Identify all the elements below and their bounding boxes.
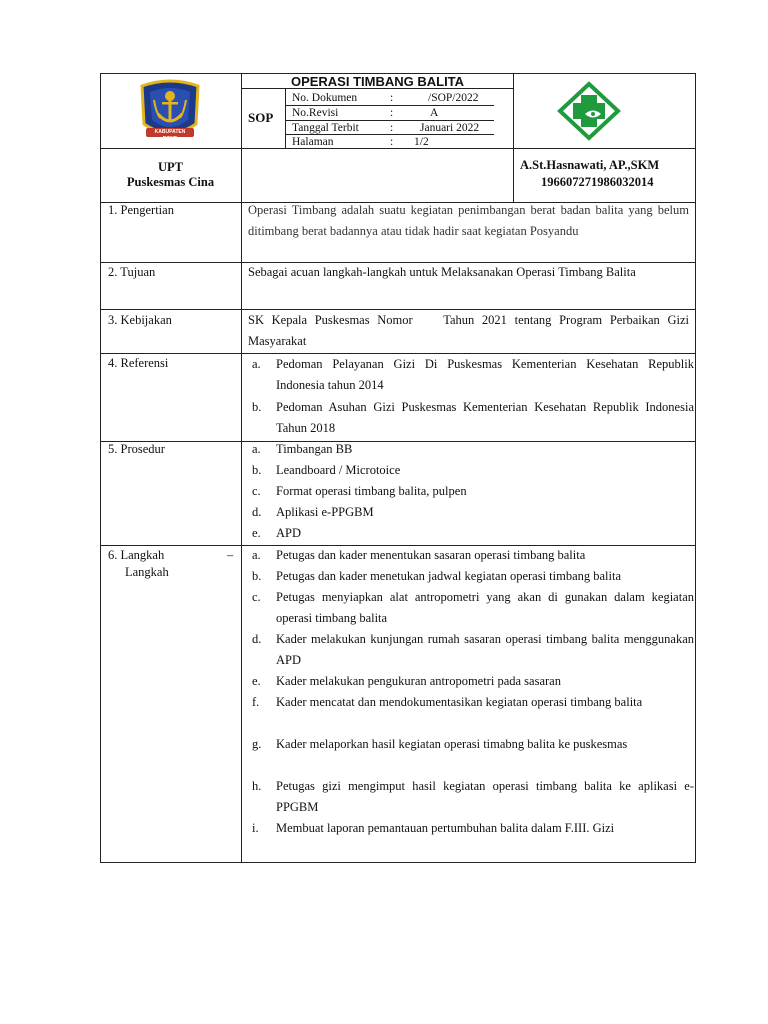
list-marker: f. (252, 695, 260, 709)
list-marker: h. (252, 779, 262, 793)
list-item-text: APD (276, 526, 302, 540)
list-item (252, 439, 694, 460)
doc-field-value: A (430, 107, 439, 119)
list-marker: c. (252, 590, 261, 604)
list-item-text: Membuat laporan pemantauan pertumbuhan balita dalam F.III. Gizi (276, 821, 615, 835)
signer-nip: 196607271986032014 (541, 175, 654, 189)
list-item (252, 692, 694, 713)
list-marker: d. (252, 505, 262, 519)
section-text-kebijakan: SK Kepala Puskesmas Nomor Tahun 2021 tentang Program Perbaikan Gizi Masyarakat (248, 313, 693, 348)
doc-field-label: Tanggal Terbit (292, 122, 359, 134)
regency-logo (136, 78, 204, 144)
list-marker: a. (252, 442, 261, 456)
list-item (252, 587, 694, 629)
doc-field-value: /SOP/2022 (428, 92, 479, 104)
list-marker: c. (252, 484, 261, 498)
list-item-text: Petugas dan kader menetukan jadwal kegiatan operasi timbang balita (276, 569, 622, 583)
list-item (252, 566, 694, 587)
section-label-pengertian: 1. Pengertian (108, 203, 174, 217)
list-item (252, 502, 694, 523)
list-item-text: Pedoman Pelayanan Gizi Di Puskesmas Kementerian Kesehatan Republik Indonesia tahun 2014 (276, 357, 694, 392)
list-item-text: Leandboard / Microtoice (276, 463, 401, 477)
list-marker: g. (252, 737, 262, 751)
section-label-referensi: 4. Referensi (108, 356, 169, 370)
org-line-2: Puskesmas Cina (126, 175, 215, 189)
section-label-prosedur: 5. Prosedur (108, 442, 165, 456)
list-marker: d. (252, 632, 262, 646)
list-item (252, 545, 694, 566)
list-item-text: Format operasi timbang balita, pulpen (276, 484, 467, 498)
list-item (252, 776, 694, 818)
section-text-tujuan: Sebagai acuan langkah-langkah untuk Melaksanakan Operasi Timbang Balita (248, 265, 636, 279)
list-marker: b. (252, 463, 262, 477)
list-item-text: Petugas gizi mengimput hasil kegiatan operasi timbang balita ke aplikasi e-PPGBM (276, 779, 694, 814)
section-label-kebijakan: 3. Kebijakan (108, 313, 172, 327)
signer-name: A.St.Hasnawati, AP.,SKM (520, 158, 660, 172)
list-item (252, 523, 694, 544)
section-label-langkah-2: Langkah (125, 565, 169, 579)
doc-field-value: Januari 2022 (420, 122, 480, 134)
list-item (252, 397, 694, 439)
section-label-langkah-dash: – (227, 548, 234, 562)
list-marker: a. (252, 357, 261, 371)
doc-field-label: No.Revisi (292, 107, 339, 119)
table-border-left (100, 73, 101, 863)
section-text-pengertian: Operasi Timbang adalah suatu kegiatan penimbangan berat badan balita yang belum ditimbang berat badannya atau tidak hadir saat kegiatan Posyandu (248, 203, 689, 238)
column-divider (241, 73, 242, 863)
puskesmas-logo (557, 81, 621, 141)
doc-field-label: Halaman (292, 136, 334, 148)
list-marker: b. (252, 400, 262, 414)
list-item (252, 629, 694, 671)
list-item (252, 734, 694, 755)
list-item-text: Kader melaporkan hasil kegiatan operasi timabng balita ke puskesmas (276, 737, 628, 751)
list-item (252, 818, 694, 839)
list-item (252, 671, 694, 692)
doc-field-label: No. Dokumen (292, 92, 358, 104)
doc-field-colon: : (390, 122, 394, 134)
list-item (252, 460, 694, 481)
doc-field-colon: : (390, 92, 394, 104)
list-item-text: Timbangan BB (276, 442, 353, 456)
header-row-divider (100, 148, 696, 149)
list-item-text: Aplikasi e-PPGBM (276, 505, 374, 519)
sop-divider (285, 89, 286, 148)
list-item (252, 354, 694, 396)
list-item (252, 481, 694, 502)
list-marker: i. (252, 821, 259, 835)
list-item-text: Petugas dan kader menentukan sasaran operasi timbang balita (276, 548, 586, 562)
org-line-1: UPT (158, 160, 183, 174)
list-item-text: Petugas menyiapkan alat antropometri yang akan di gunakan dalam kegiatan operasi timbang balita (276, 590, 694, 625)
list-marker: e. (252, 526, 261, 540)
list-marker: b. (252, 569, 262, 583)
table-border-bottom (100, 862, 696, 863)
list-item-text: Kader mencatat dan mendokumentasikan kegiatan operasi timbang balita (276, 695, 643, 709)
header-divider-right (513, 73, 514, 202)
section-label-langkah: 6. Langkah (108, 548, 165, 562)
logo-ribbon-text: KABUPATEN BONE (154, 129, 186, 142)
section-label-tujuan: 2. Tujuan (108, 265, 156, 279)
table-border-right (695, 73, 696, 863)
sop-label: SOP (248, 110, 274, 125)
list-item-text: Kader melakukan pengukuran antropometri pada sasaran (276, 674, 561, 688)
doc-field-colon: : (390, 136, 394, 148)
list-item-text: Kader melakukan kunjungan rumah sasaran operasi timbang balita menggunakan APD (276, 632, 694, 667)
list-marker: a. (252, 548, 261, 562)
doc-field-colon: : (390, 107, 394, 119)
list-item-text: Pedoman Asuhan Gizi Puskesmas Kementerian Kesehatan Republik Indonesia Tahun 2018 (276, 400, 694, 435)
puskesmas-cross-icon (557, 81, 621, 141)
list-marker: e. (252, 674, 261, 688)
sop-title: OPERASI TIMBANG BALITA (290, 74, 465, 89)
doc-field-value: 1/2 (414, 136, 429, 148)
